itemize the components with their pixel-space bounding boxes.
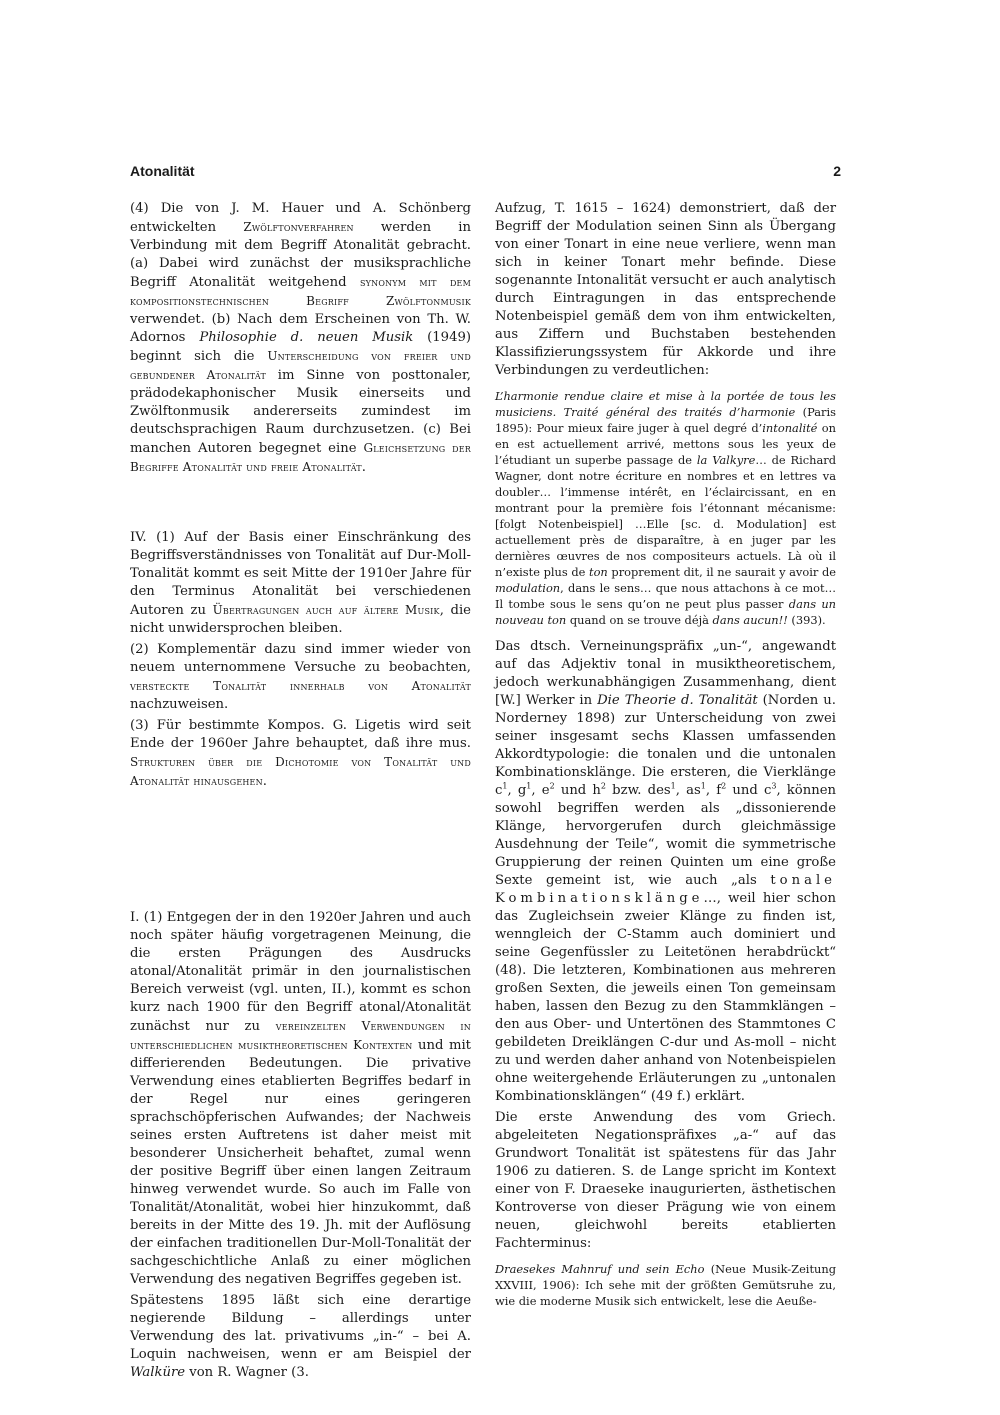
paragraph: (3) Für bestimmte Kompos. G. Ligetis wird seit Ende der 1960er Jahre behauptet, daß ihre mus. Strukturen über die Dichotomie von Tonalität und Atonalität hinausgehen. (130, 718, 471, 789)
block-quote: L’harmonie rendue claire et mise à la portée de tous les musiciens. Traité général des traités d’harmonie (Paris 1895): Pour mieux faire juger à quel degré d’intonalité on en est actuellement arrivé, mettons sous les yeux de l’étudiant un superbe passage de la Valkyre… de Richard Wagner, dont notre écriture en nombres et en lettres va doubler… l’immense intérêt, en l’éclaircissant, en en montrant pour la première fois l’étonnant mécanisme: [folgt Notenbeispiel] …Elle [sc. d. Modulation] est actuellement près de disparaître, à en juger par les dernières œuvres de nos compositeurs actuels. Là où il n’existe plus de ton proprement dit, il ne saurait y avoir de modulation, dans le sens… que nous attachons à ce mot… Il tombe sous le sens qu’on ne peut plus passer dans un nouveau ton quand on se trouve déjà dans aucun!! (393). (495, 389, 836, 627)
paragraph: Die erste Anwendung des vom Griech. abgeleiteten Negationspräfixes „a-“ auf das Grundwort Tonalität ist spätestens für das Jahr 1906 zu datieren. S. de Lange spricht im Kontext einer von F. Draeseke inaugurierten, ästhetischen Kontroverse von dieser Prägung wie von einem neuen, gleichwohl bereits etablierten Fachterminus: (495, 1110, 836, 1251)
running-head: Atonalität (130, 163, 195, 179)
left-column (130, 200, 472, 1380)
paragraph: Das dtsch. Verneinungspräfix „un-“, angewandt auf das Adjektiv tonal in musiktheoretischem, jedoch werkunabhängigen Zusammenhang, dient [W.] Werker in Die Theorie d. Tonalität (Norden u. Norderney 1898) zur Unterscheidung von zwei seiner insgesamt sechs Klassen umfassenden Akkordtypologie: die tonalen und die untonalen Kombinationsklänge. Die ersteren, die Vierklänge $c^1$, $g^1$, $e^2$ und $h^2$ bzw. des$^1$, $as^1$, $f^2$ und $c^3$, können sowohl begriffen werden als „dissonierende Klänge, hervorgerufen durch gleichmässige Ausdehnung der Teile“, womit die symmetrische Gruppierung der reinen Quinten um eine große Sexte gemeint ist, wie auch „als tonale Kombinationsklänge…, weil hier schon das Zugleichsein zweier Klänge zu finden ist, wenngleich der C-Stamm auch dominiert und seine Gegenfüssler zu Leitetönen herabdrückt“ (48). Die letzteren, Kombinationen aus mehreren großen Sexten, die jeweils einen Ton gemeinsam haben, lassen den Bezug zu den Stammklängen – den aus Ober- und Untertönen des Stammtones C gebildeten Dreiklängen C-dur und As-moll – nicht zu und werden daher anhand von Notenbeispielen ohne weitergehende Erläuterungen zu „untonalen Kombinationsklängen“ (49 f.) erklärt. (495, 639, 837, 1104)
paragraph: (4) Die von J. M. Hauer und A. Schönberg entwickelten Zwölftonverfahren werden in Verbindung mit dem Begriff Atonalität gebracht. (a) Dabei wird zunächst der musiksprachliche Begriff Atonalität weitgehend synonym mit dem kompositionstechnischen Begriff Zwölftonmusik verwendet. (b) Nach dem Erscheinen von Th. W. Adornos Philosophie d. neuen Musik (1949) beginnt sich die Unterscheidung von freier und gebundener Atonalität im Sinne von posttonaler, prädodekaphonischer Musik einerseits und Zwölftonmusik andererseits zumindest im deutschsprachigen Raum durchzusetzen. (c) Bei manchen Autoren begegnet eine Gleichsetzung der Begriffe Atonalität und freie Atonalität. (130, 201, 472, 475)
paragraph: IV. (1) Auf der Basis einer Einschränkung des Begriffsverständnisses von Tonalität auf Dur-Moll-Tonalität kommt es seit Mitte der 1910er Jahre für den Terminus Atonalität bei verschiedenen Autoren zu Übertragungen auch auf ältere Musik, die nicht unwidersprochen bleiben. (130, 530, 471, 636)
paragraph: I. (1) Entgegen der in den 1920er Jahren und auch noch später häufig vorgetragenen Meinung, die die ersten Prägungen des Ausdrucks atonal/Atonalität primär in den journalistischen Bereich verweist (vgl. unten, II.), kommt es schon kurz nach 1900 für den Begriff atonal/Atonalität zunächst nur zu vereinzelten Verwendungen in unterschiedlichen musiktheoretischen Kontexten und mit differierenden Bedeutungen. Die privative Verwendung eines etablierten Begriffes bedarf in der Regel nur eines geringeren sprachschöpferischen Aufwandes; der Nachweis seines ersten Auftretens ist daher meist mit besonderer Unsicherheit behaftet, zumal wenn der positive Begriff über einen langen Zeitraum hinweg verwendet wurde. So auch im Falle von Tonalität/Atonalität, wobei hier hinzukommt, daß bereits in der Mitte des 19. Jh. mit der Auflösung der einfachen traditionellen Dur-Moll-Tonalität der sachgeschichtliche Anlaß zu einer möglichen Verwendung des negativen Begriffes gegeben ist. (130, 910, 471, 1287)
paragraph: Aufzug, T. 1615 – 1624) demonstriert, daß der Begriff der Modulation seinen Sinn als Übergang von einer Tonart in eine neue verliere, wenn man sich in keiner Tonart mehr befinde. Diese sogenannte Intonalität versucht er auch analytisch durch Eintragungen in das entsprechende Notenbeispiel gemäß dem von ihm entwickelten, aus Ziffern und Buchstaben bestehenden Klassifizierungssystem für Akkorde und ihre Verbindungen zu verdeutlichen: (495, 201, 836, 378)
page-header (130, 163, 841, 187)
paragraph: (2) Komplementär dazu sind immer wieder von neuem unternommene Versuche zu beobachten, versteckte Tonalität innerhalb von Atonalität nachzuweisen. (130, 642, 471, 712)
right-column (495, 200, 837, 1308)
paragraph: Spätestens 1895 läßt sich eine derartige negierende Bildung – allerdings unter Verwendung des lat. privativums „in-“ – bei A. Loquin nachweisen, wenn er am Beispiel der Walküre von R. Wagner (3. (130, 1293, 471, 1380)
page-number: 2 (833, 163, 841, 179)
block-quote: Draesekes Mahnruf und sein Echo (Neue Musik-Zeitung XXVIII, 1906): Ich sehe mit der größten Gemütsruhe zu, wie die moderne Musik sich entwickelt, lese die Aeuße- (495, 1262, 836, 1308)
